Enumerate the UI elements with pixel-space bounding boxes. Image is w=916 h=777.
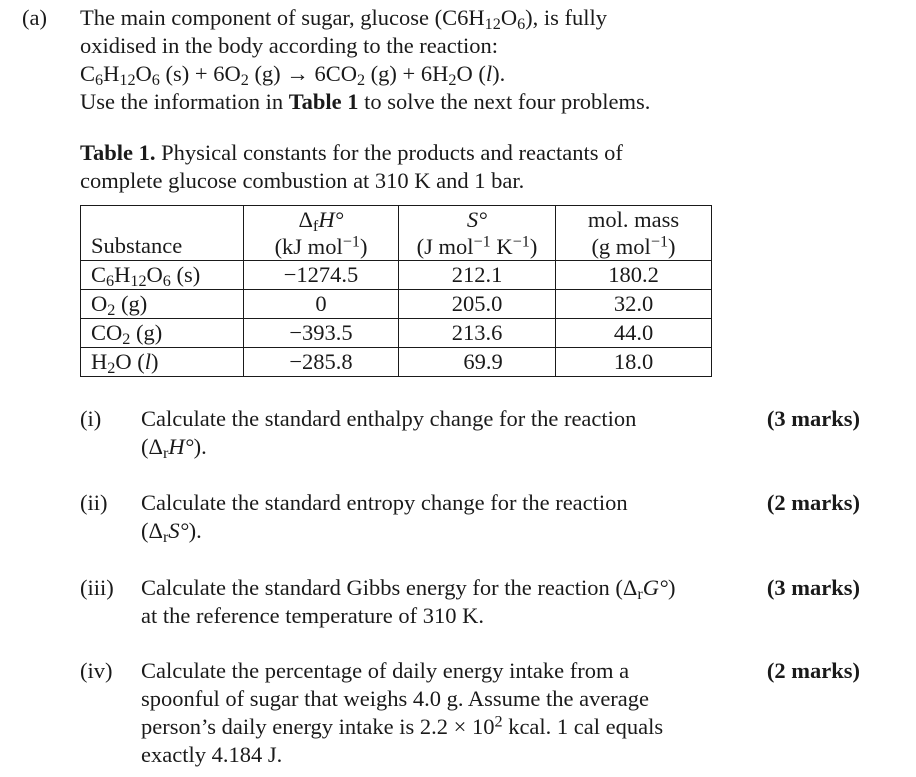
substance-oxygen: $O_2$ (g): [81, 290, 244, 319]
question-number: (i): [80, 406, 102, 431]
table-caption: Table 1. Physical constants for the products and reactants of complete glucose combustion at 310 K and 1 bar.: [80, 140, 623, 193]
question-text: Calculate the percentage of daily energy intake from a spoonful of sugar that weighs 4.0 g. Assume the average person’s daily energy intake is $2.2 \times 10^2$ kcal. 1 cal equals exactly 4.184 J.: [141, 658, 664, 767]
mass-value: 180.2: [556, 261, 712, 290]
entropy-value: 69.9: [399, 348, 556, 377]
enthalpy-value: 0: [244, 290, 399, 319]
entropy-value: 212.1: [399, 261, 556, 290]
header-entropy: S° (J mol$^{-1}$ $K^{-1}$): [399, 206, 556, 261]
header-molar-mass: mol. mass (g mol$^{-1}$): [556, 206, 712, 261]
question-text: Calculate the standard entropy change for the reaction $(\Delta_rS^\circ)$.: [141, 490, 628, 547]
marks-label: (2 marks): [766, 490, 860, 515]
enthalpy-value: −393.5: [244, 319, 399, 348]
marks-label: (3 marks): [766, 575, 860, 600]
intro-line-4: Use the information in Table 1 to solve the next four problems.: [80, 89, 651, 114]
reaction-equation: $C_6H_{12}O_6$ $(s) + 6O_2$ $(g) \to 6CO_2$ $(g) + 6H_2O$ (l).: [80, 61, 506, 90]
question-number: (ii): [80, 490, 108, 515]
table-caption-label: Table 1.: [80, 140, 156, 165]
header-substance: Substance: [81, 206, 244, 261]
marks-label: (2 marks): [766, 658, 860, 683]
enthalpy-value: −1274.5: [244, 261, 399, 290]
intro-line-2: oxidised in the body according to the reaction:: [80, 33, 499, 58]
question-number: (iii): [80, 575, 114, 600]
substance-carbon-dioxide: $CO_2$ (g): [81, 319, 244, 348]
substance-water: $H_2O$ (l): [81, 348, 244, 377]
table-row: [81, 348, 712, 377]
entropy-value: 205.0: [399, 290, 556, 319]
table-row: [81, 319, 712, 348]
table-row: [81, 290, 712, 319]
mass-value: 32.0: [556, 290, 712, 319]
physical-constants-table: [80, 205, 712, 377]
substance-glucose: $C_6H_{12}O_6$ (s): [81, 261, 244, 290]
table-row: [81, 261, 712, 290]
question-text: Calculate the standard enthalpy change for the reaction $(\Delta_rH^\circ)$.: [141, 406, 637, 463]
mass-value: 44.0: [556, 319, 712, 348]
intro-paragraph: [80, 4, 650, 116]
mass-value: 18.0: [556, 348, 712, 377]
table-header-row: [81, 206, 712, 261]
question-text: Calculate the standard Gibbs energy for the reaction $(\Delta_rG^\circ)$ at the reference temperature of 310 K.: [141, 575, 676, 628]
question-number: (iv): [80, 658, 113, 683]
header-enthalpy: $\Delta_fH^\circ$ (kJ mol$^{-1}$): [244, 206, 399, 261]
part-label: (a): [22, 5, 47, 30]
marks-label: (3 marks): [766, 406, 860, 431]
enthalpy-value: −285.8: [244, 348, 399, 377]
entropy-value: 213.6: [399, 319, 556, 348]
intro-line-1: The main component of sugar, glucose $(C6H_{12}O_6)$, is fully: [80, 5, 608, 34]
